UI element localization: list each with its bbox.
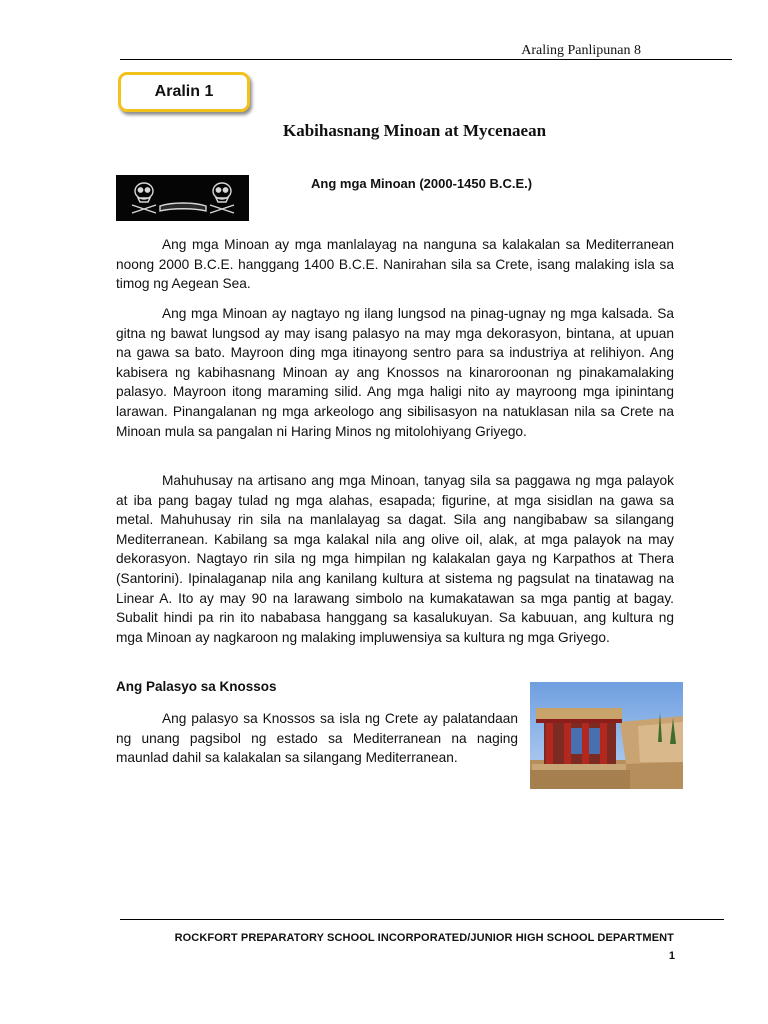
footer-school-name: ROCKFORT PREPARATORY SCHOOL INCORPORATED/JUNIOR HIGH SCHOOL DEPARTMENT	[174, 932, 674, 944]
paragraph-cities: Ang mga Minoan ay nagtayo ng ilang lungsod na pinag-ugnay ng mga kalsada. Sa gitna ng bawat lungsod ay may isang palasyo na may mga dekorasyon, bintana, at upuan na gawa sa bato. Mayroon ding mga itinayong sentro para sa industriya at relihiyon. Ang kabisera ng kabihasnang Minoan ay ang Knossos na kinaroroonan ng pinakamalaking palasyo. Mayroon itong maraming silid. Ang mga haligi nito ay mayroong mga ipinintang larawan. Pinangalanan ng mga arkeologo ang sibilisasyon na natuklasan nila sa Crete na Minoan mula sa pangalan ni Haring Minos ng mitolohiyang Griyego.	[116, 306, 674, 439]
lesson-badge-label: Aralin 1	[154, 83, 214, 100]
skull-logo-icon	[116, 175, 249, 221]
knossos-palace-photo	[530, 682, 683, 789]
page-title: Kabihasnang Minoan at Mycenaean	[283, 121, 547, 140]
paragraph-knossos: Ang palasyo sa Knossos sa isla ng Crete ay palatandaan ng unang pagsibol ng estado sa Mediterranean na naging maunlad dahil sa kalakalan sa silangang Mediterranean.	[116, 711, 518, 766]
lesson-badge	[118, 72, 250, 112]
header-divider	[120, 59, 732, 60]
paragraph-intro: Ang mga Minoan ay mga manlalayag na nanguna sa kalakalan sa Mediterranean noong 2000 B.C.E. hanggang 1400 B.C.E. Nanirahan sila sa Crete, isang malaking isla sa timog ng Aegean Sea.	[116, 237, 674, 292]
section-heading-knossos: Ang Palasyo sa Knossos	[116, 679, 277, 694]
paragraph-artisans: Mahuhusay na artisano ang mga Minoan, tanyag sila sa paggawa ng mga palayok at iba pang bagay tulad ng mga alahas, esapada; figurine, at mga sisidlan na gawa sa metal. Mahuhusay rin sila na manlalayag sa dagat. Sila ang nangibabaw sa silangang Mediterranean. Kabilang sa mga kalakal nila ang olive oil, alak, at mga palayok na may dekorasyon. Nagtayo rin sila ng mga himpilan ng kalakalan gaya ng Karpathos at Thera (Santorini). Ipinalaganap nila ang kanilang kultura at sistema ng pagsulat na tinatawag na Linear A. Ito ay may 90 na larawang simbolo na kumakatawan sa mga pantig at bagay. Subalit hindi pa rin ito nababasa hanggang sa kasalukuyan. Sa kabuuan, ang kultura ng mga Minoan ay nagkaroon ng malaking impluwensiya sa kultura ng mga Griyego.	[116, 473, 674, 645]
header-subject: Araling Panlipunan 8	[521, 43, 641, 58]
section-heading-minoan: Ang mga Minoan (2000-1450 B.C.E.)	[311, 176, 533, 191]
footer-divider	[120, 919, 724, 920]
page-number: 1	[668, 950, 675, 962]
